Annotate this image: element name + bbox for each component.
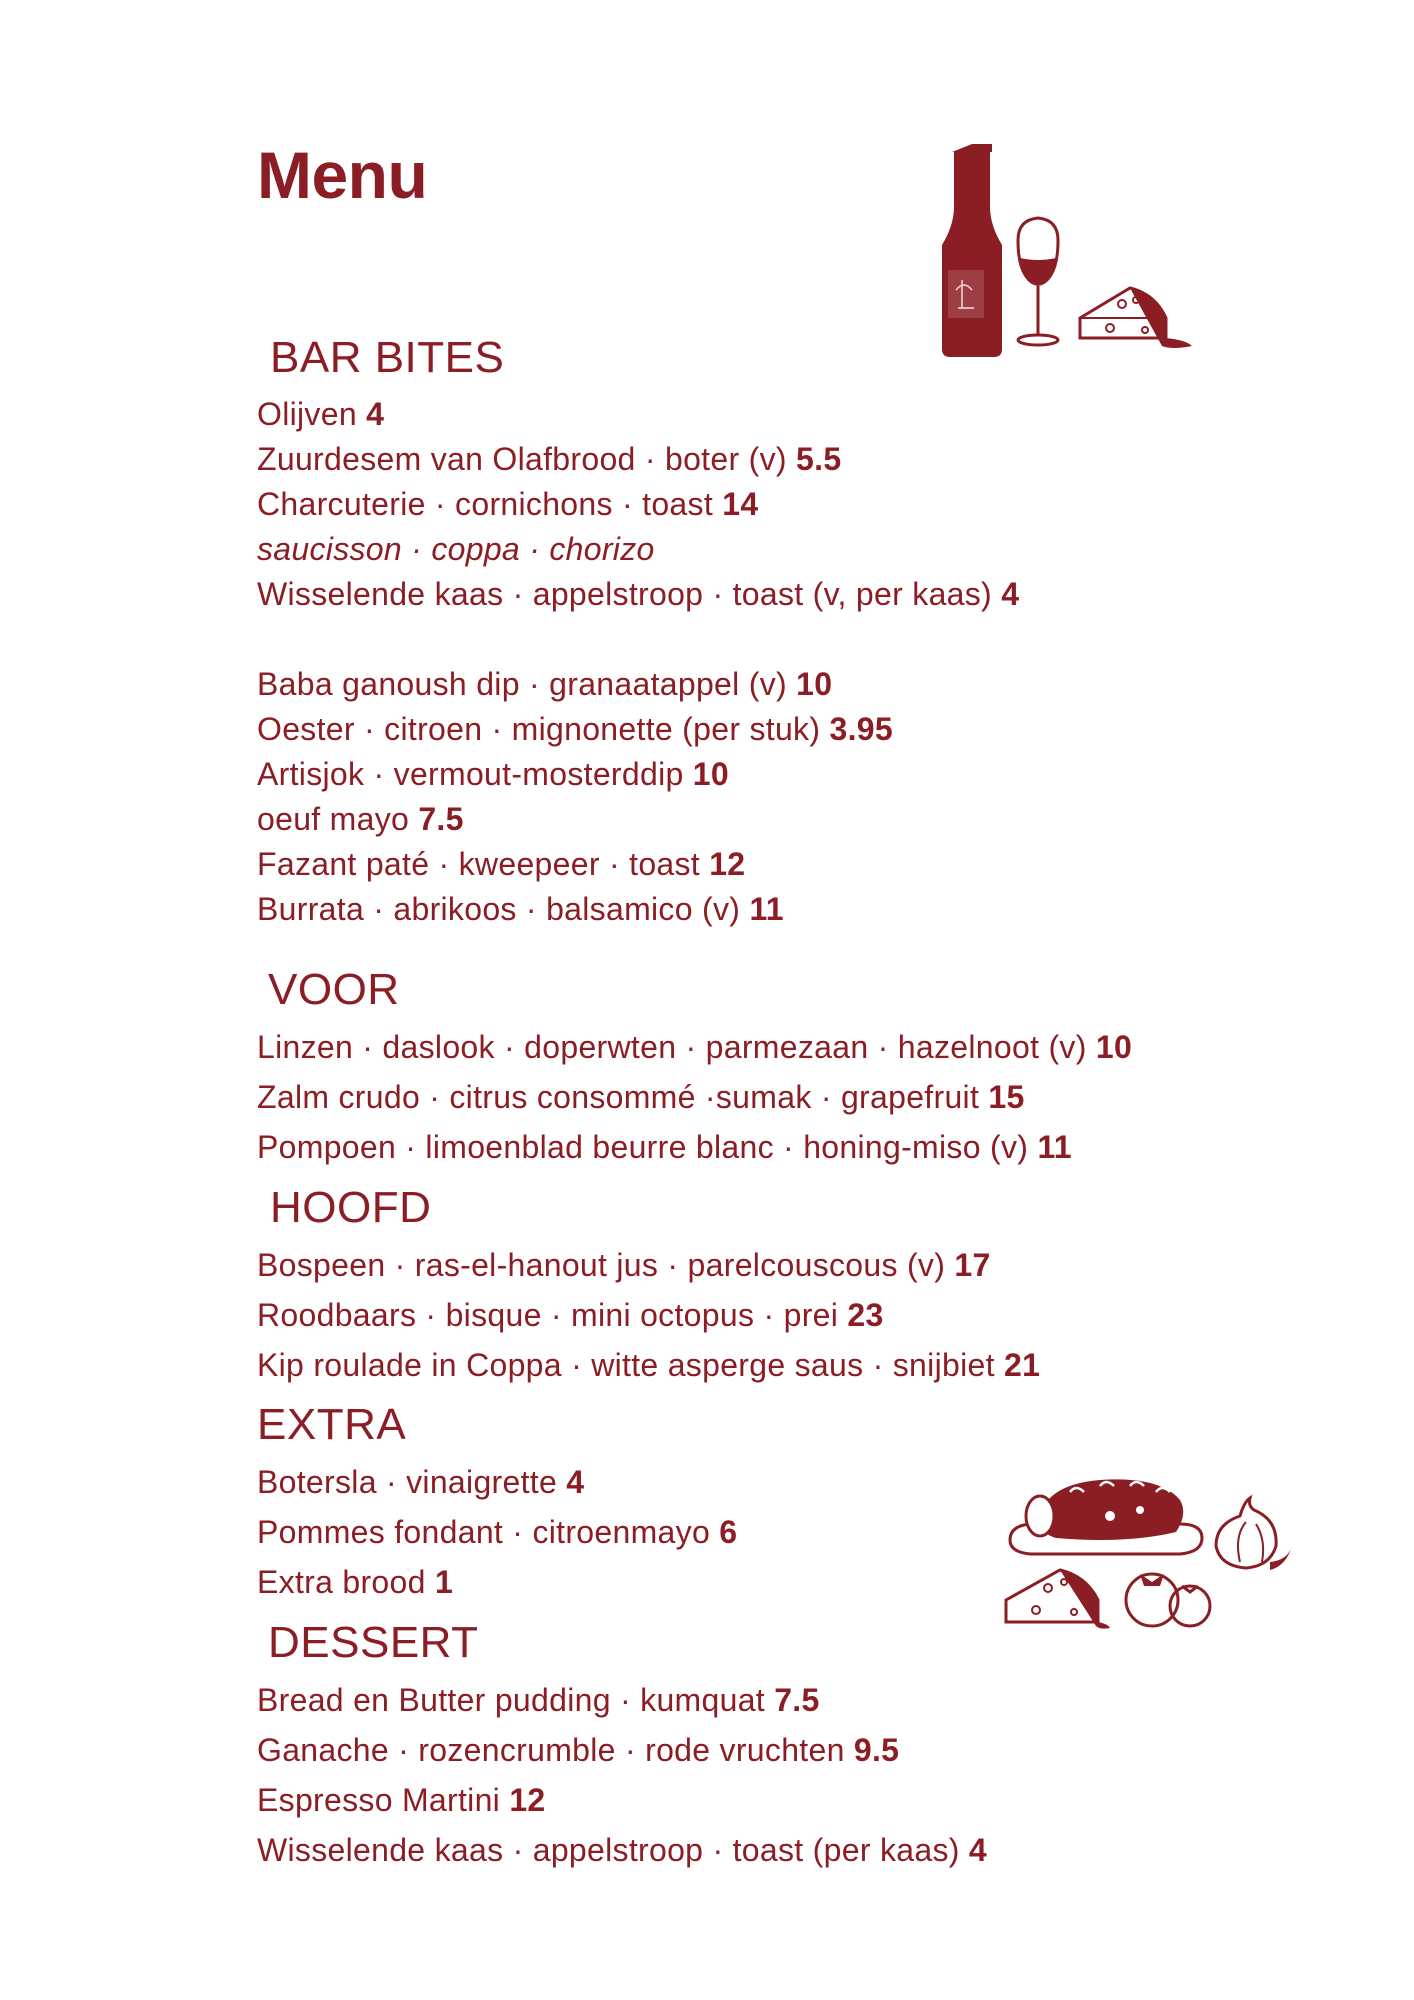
item-name: Wisselende kaas · appelstroop · toast (v, per kaas) xyxy=(257,576,993,612)
item-name: Artisjok · vermout-mosterddip xyxy=(257,756,684,792)
menu-item xyxy=(257,713,893,745)
item-name: Charcuterie · cornichons · toast xyxy=(257,486,714,522)
item-name: Fazant paté · kweepeer · toast xyxy=(257,846,700,882)
bread-cheese-tomato-garlic-illustration xyxy=(1000,1470,1300,1645)
item-price: 3.95 xyxy=(829,711,893,747)
item-name: Bospeen · ras-el-hanout jus · parelcouscous (v) xyxy=(257,1247,946,1283)
menu-item xyxy=(257,893,784,925)
menu-item xyxy=(257,803,464,835)
menu-item xyxy=(257,1566,453,1598)
garlic-icon xyxy=(1216,1498,1292,1570)
item-price: 4 xyxy=(1001,576,1020,612)
item-name: Burrata · abrikoos · balsamico (v) xyxy=(257,891,741,927)
item-price: 4 xyxy=(366,396,385,432)
item-name: Botersla · vinaigrette xyxy=(257,1464,558,1500)
menu-item xyxy=(257,578,1019,610)
menu-item xyxy=(257,668,832,700)
item-price: 11 xyxy=(1037,1129,1072,1165)
section-heading-hoofd: HOOFD xyxy=(270,1183,432,1232)
item-name: Baba ganoush dip · granaatappel (v) xyxy=(257,666,787,702)
item-price: 7.5 xyxy=(774,1682,820,1718)
menu-item xyxy=(257,1466,584,1498)
item-price: 15 xyxy=(988,1079,1025,1115)
menu-item xyxy=(257,848,745,880)
item-price: 10 xyxy=(692,756,729,792)
item-price: 4 xyxy=(566,1464,585,1500)
item-name: Wisselende kaas · appelstroop · toast (per kaas) xyxy=(257,1832,960,1868)
item-name: Olijven xyxy=(257,396,357,432)
item-price: 17 xyxy=(954,1247,991,1283)
wine-glass-icon xyxy=(1018,218,1058,345)
section-heading-extra: EXTRA xyxy=(257,1400,407,1449)
menu-item-subline xyxy=(257,533,655,565)
cheese-icon xyxy=(1006,1570,1110,1629)
menu-item xyxy=(257,1349,1040,1381)
item-price: 7.5 xyxy=(418,801,464,837)
menu-item xyxy=(257,758,729,790)
item-price: 11 xyxy=(749,891,784,927)
item-price: 1 xyxy=(434,1564,454,1600)
item-price: 21 xyxy=(1003,1347,1041,1383)
item-name: saucisson · coppa · chorizo xyxy=(257,531,655,567)
item-name: Extra brood xyxy=(257,1564,426,1600)
item-name: Zuurdesem van Olafbrood · boter (v) xyxy=(257,441,787,477)
menu-item xyxy=(257,1131,1072,1163)
item-name: Espresso Martini xyxy=(257,1782,501,1818)
wine-bottle-glass-cheese-illustration xyxy=(940,140,1200,360)
section-heading-dessert: DESSERT xyxy=(268,1618,479,1667)
item-name: oeuf mayo xyxy=(257,801,410,837)
menu-item xyxy=(257,1249,991,1281)
menu-item xyxy=(257,1516,737,1548)
menu-item xyxy=(257,1684,820,1716)
section-heading-voor: VOOR xyxy=(268,965,400,1014)
item-name: Pommes fondant · citroenmayo xyxy=(257,1514,711,1550)
menu-item xyxy=(257,1031,1132,1063)
menu-item xyxy=(257,1784,546,1816)
item-name: Roodbaars · bisque · mini octopus · prei xyxy=(257,1297,839,1333)
item-name: Linzen · daslook · doperwten · parmezaan · hazelnoot (v) xyxy=(257,1029,1087,1065)
section-heading-bar-bites: BAR BITES xyxy=(270,333,505,382)
menu-item xyxy=(257,443,841,475)
item-price: 10 xyxy=(1095,1029,1133,1065)
bread-icon xyxy=(1026,1479,1183,1540)
item-name: Kip roulade in Coppa · witte asperge saus · snijbiet xyxy=(257,1347,995,1383)
item-name: Zalm crudo · citrus consommé ·sumak · grapefruit xyxy=(257,1079,980,1115)
menu-item xyxy=(257,1299,884,1331)
item-name: Oester · citroen · mignonette (per stuk) xyxy=(257,711,821,747)
tomato-icon xyxy=(1126,1574,1210,1626)
menu-item xyxy=(257,488,758,520)
item-price: 5.5 xyxy=(796,441,842,477)
item-price: 14 xyxy=(722,486,759,522)
cheese-icon xyxy=(1080,288,1192,348)
menu-item xyxy=(257,398,384,430)
menu-item xyxy=(257,1834,987,1866)
item-price: 6 xyxy=(719,1514,738,1550)
item-price: 10 xyxy=(796,666,833,702)
wine-bottle-icon xyxy=(942,144,1002,357)
menu-item xyxy=(257,1734,899,1766)
page-title: Menu xyxy=(257,138,428,212)
menu-item xyxy=(257,1081,1025,1113)
item-name: Ganache · rozencrumble · rode vruchten xyxy=(257,1732,845,1768)
item-name: Bread en Butter pudding · kumquat xyxy=(257,1682,775,1718)
item-name: Pompoen · limoenblad beurre blanc · honing-miso (v) xyxy=(257,1129,1029,1165)
item-price: 12 xyxy=(709,846,746,882)
item-price: 12 xyxy=(509,1782,546,1818)
item-price: 9.5 xyxy=(853,1732,900,1768)
item-price: 23 xyxy=(847,1297,884,1333)
item-price: 4 xyxy=(968,1832,988,1868)
